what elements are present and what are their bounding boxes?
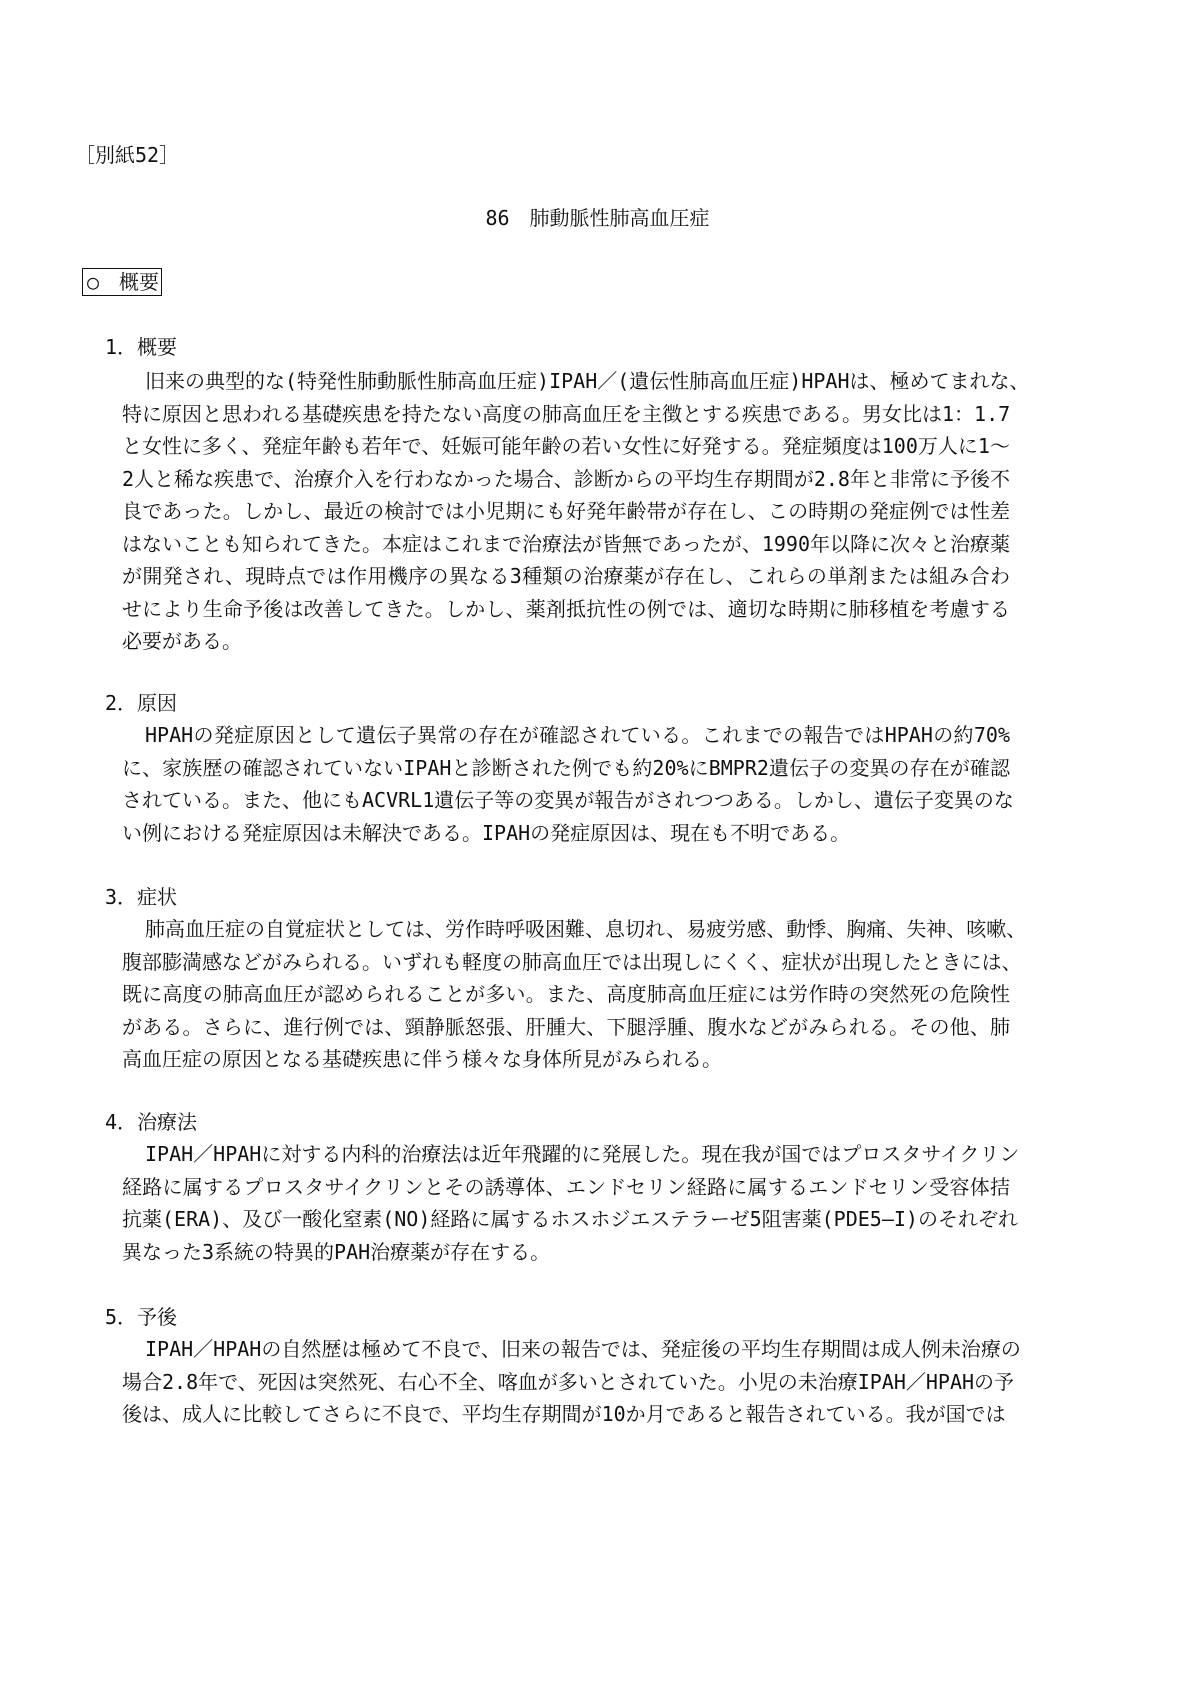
paragraph-line: HPAHの発症原因として遺伝子異常の存在が確認されている。これまでの報告ではHPAHの約70%: [145, 723, 1010, 747]
paragraph-line: 抗薬(ERA)、及び一酸化窒素(NO)経路に属するホスホジエステラーゼ5阻害薬(PDE5―I)のそれぞれ: [122, 1207, 1018, 1231]
paragraph-line: 腹部膨満感などがみられる。いずれも軽度の肺高血圧では出現しにくく、症状が出現したときには、: [122, 949, 1022, 974]
paragraph-line: が開発され、現時点では作用機序の異なる3種類の治療薬が存在し、これらの単剤または組み合わ: [122, 564, 1010, 588]
paragraph-line: 既に高度の肺高血圧が認められることが多い。また、高度肺高血圧症には労作時の突然死の危険性: [122, 982, 1010, 1006]
paragraph-line: IPAH／HPAHの自然歴は極めて不良で、旧来の報告では、発症後の平均生存期間は成人例未治療の: [145, 1337, 1021, 1361]
paragraph-line: に、家族歴の確認されていないIPAHと診断された例でも約20%にBMPR2遺伝子の変異の存在が確認: [122, 755, 1010, 780]
paragraph-line: 必要がある。: [122, 629, 242, 653]
section-heading: 5．予後: [105, 1305, 178, 1329]
paragraph-line: IPAH／HPAHに対する内科的治療法は近年飛躍的に発展した。現在我が国ではプロスタサイクリン: [145, 1142, 1020, 1166]
paragraph-line: 高血圧症の原因となる基礎疾患に伴う様々な身体所見がみられる。: [122, 1047, 722, 1071]
paragraph-line: されている。また、他にもACVRL1遺伝子等の変異が報告がされつつある。しかし、遺伝子変異のな: [122, 788, 1014, 812]
paragraph-line: 後は、成人に比較してさらに不良で、平均生存期間が10か月であると報告されている。我が国では: [122, 1402, 1006, 1426]
paragraph-line: と女性に多く、発症年齢も若年で、妊娠可能年齢の若い女性に好発する。発症頻度は100万人に1～: [122, 434, 1010, 458]
paragraph-line: 特に原因と思われる基礎疾患を持たない高度の肺高血圧を主徴とする疾患である。男女比は1：1.7: [122, 401, 1011, 426]
paragraph-line: 経路に属するプロスタサイクリンとその誘導体、エンドセリン経路に属するエンドセリン受容体拮: [122, 1174, 1010, 1199]
overview-box-heading: ○ 概要: [82, 268, 162, 296]
paragraph-line: 良であった。しかし、最近の検討では小児期にも好発年齢帯が存在し、この時期の発症例では性差: [122, 499, 1010, 523]
paragraph-line: せにより生命予後は改善してきた。しかし、薬剤抵抗性の例では、適切な時期に肺移植を考慮する: [122, 596, 1010, 621]
paragraph-line: はないことも知られてきた。本症はこれまで治療法が皆無であったが、1990年以降に次々と治療薬: [122, 531, 1010, 556]
page-title: 86 肺動脈性肺高血圧症: [485, 206, 710, 230]
attachment-label: ［別紙52］: [75, 143, 180, 167]
paragraph-line: がある。さらに、進行例では、頸静脈怒張、肝腫大、下腿浮腫、腹水などがみられる。その他、肺: [122, 1014, 1010, 1039]
paragraph-line: い例における発症原因は未解決である。IPAHの発症原因は、現在も不明である。: [122, 820, 851, 845]
section-heading: 1．概要: [105, 335, 178, 359]
paragraph-line: 旧来の典型的な(特発性肺動脈性肺高血圧症)IPAH／(遺伝性肺高血圧症)HPAHは、極めてまれな、: [145, 369, 1030, 393]
paragraph-line: 2人と稀な疾患で、治療介入を行わなかった場合、診断からの平均生存期間が2.8年と非常に予後不: [122, 466, 1010, 491]
paragraph-line: 異なった3系統の特異的PAH治療薬が存在する。: [122, 1239, 551, 1264]
section-heading: 4．治療法: [105, 1110, 198, 1134]
section-heading: 2．原因: [105, 691, 178, 715]
paragraph-line: 肺高血圧症の自覚症状としては、労作時呼吸困難、息切れ、易疲労感、動悸、胸痛、失神、咳嗽、: [145, 917, 1027, 941]
paragraph-line: 場合2.8年で、死因は突然死、右心不全、喀血が多いとされていた。小児の未治療IPAH／HPAHの予: [122, 1369, 1015, 1394]
section-heading: 3．症状: [105, 885, 178, 909]
